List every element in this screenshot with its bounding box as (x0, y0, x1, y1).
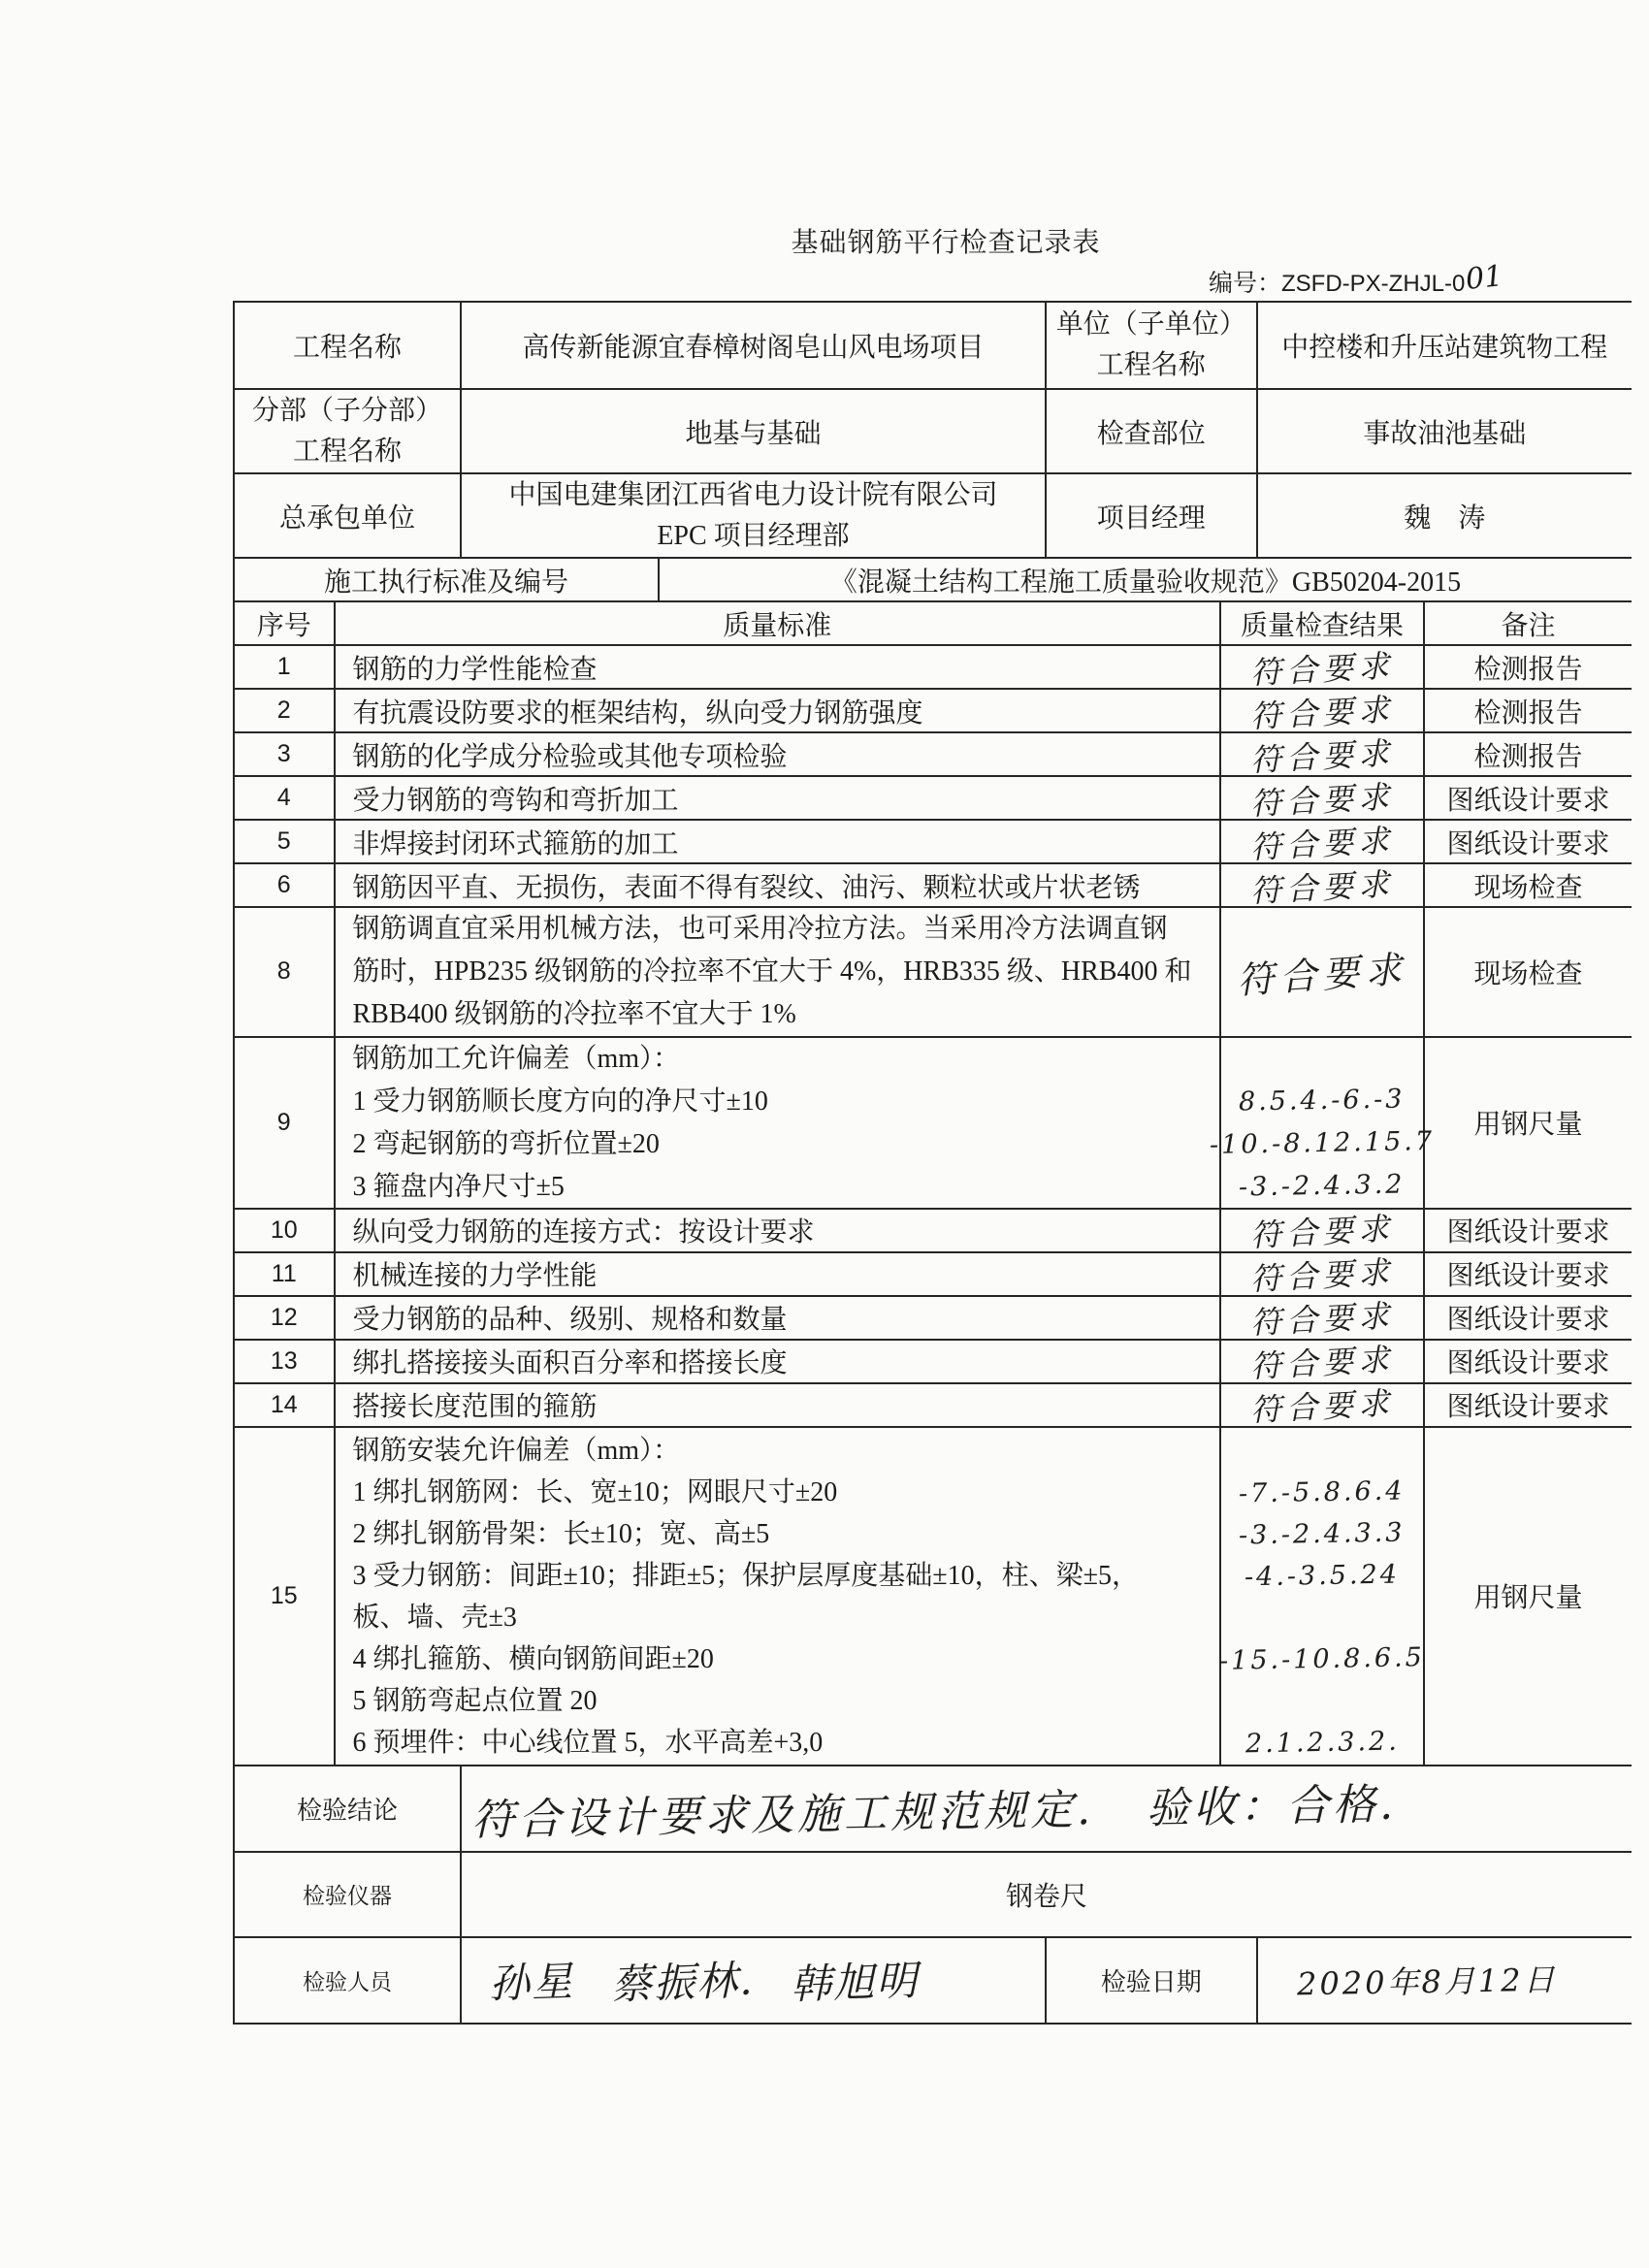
item-standard: 机械连接的力学性能 (336, 1253, 1222, 1297)
item-no: 3 (235, 733, 336, 777)
table-row (235, 1341, 1632, 1384)
contractor-value-line2: EPC 项目经理部 (657, 520, 850, 551)
document-title: 基础钢筋平行检查记录表 (791, 228, 1101, 258)
conclusion-label: 检验结论 (235, 1766, 462, 1853)
division-name-value: 地基与基础 (462, 390, 1047, 474)
item-result-handwritten: 符合要求 (1249, 1297, 1395, 1342)
item-standard (336, 1428, 1222, 1767)
division-name-label-line2: 工程名称 (292, 436, 402, 467)
item-result-handwritten: 符合要求 (1249, 1210, 1395, 1254)
contractor-label: 总承包单位 (235, 474, 462, 559)
item-result-line (1221, 1555, 1423, 1597)
item-result (1221, 1384, 1425, 1428)
item-result (1221, 777, 1425, 821)
item-standard (336, 1038, 1222, 1210)
division-row (235, 390, 1632, 474)
project-manager-label: 项目经理 (1047, 474, 1258, 559)
measured-values: -3.-2.4.3.3 (1239, 1517, 1406, 1550)
contractor-row (235, 474, 1632, 559)
item-standard-line: 钢筋加工允许偏差（mm）： (352, 1043, 681, 1074)
inspectors-row (235, 1938, 1632, 2025)
conclusion-row (235, 1766, 1632, 1853)
standard-value: 《混凝土结构工程施工质量验收规范》GB50204-2015 (660, 559, 1632, 602)
document-number-code: ZSFD-PX-ZHJL-0 (1281, 271, 1466, 297)
item-standard (336, 908, 1222, 1038)
item-standard: 搭接长度范围的箍筋 (336, 1384, 1222, 1428)
item-no: 9 (235, 1038, 336, 1210)
unit-name-label-line2: 工程名称 (1096, 350, 1206, 380)
table-row (235, 908, 1632, 1038)
table-row (235, 1297, 1632, 1341)
project-row (235, 303, 1632, 390)
table-row (235, 646, 1632, 690)
document-number-handwritten: 01 (1464, 259, 1505, 297)
table-row (235, 777, 1632, 821)
item-result (1218, 1428, 1426, 1767)
item-result-line-blank (1221, 1430, 1423, 1472)
item-result (1221, 733, 1425, 777)
project-name-value: 高传新能源宜春樟树阁皂山风电场项目 (462, 303, 1047, 390)
unit-name-label-line1: 单位（子单位） (1055, 309, 1246, 340)
inspector-signature: 蔡振林. (610, 1956, 756, 2009)
item-standard-line: 钢筋调直宜采用机械方法，也可采用冷拉方法。当采用冷方法调直钢 (352, 913, 1168, 944)
item-result (1221, 646, 1425, 690)
item-standard: 钢筋的化学成分检验或其他专项检验 (336, 733, 1222, 777)
measured-values: -10.-8.12.15.7 (1209, 1125, 1436, 1160)
item-standard-line: 1 受力钢筋顺长度方向的净尺寸±10 (352, 1085, 768, 1117)
item-no: 13 (235, 1341, 336, 1384)
item-no: 5 (235, 821, 336, 864)
item-remark: 图纸设计要求 (1425, 1341, 1632, 1384)
item-result (1221, 821, 1425, 864)
project-name-label: 工程名称 (235, 303, 462, 390)
item-no: 14 (235, 1384, 336, 1428)
item-remark: 图纸设计要求 (1425, 1297, 1632, 1341)
item-remark: 图纸设计要求 (1425, 1384, 1632, 1428)
item-result (1221, 1341, 1425, 1384)
inspectors-label: 检验人员 (235, 1938, 462, 2025)
item-standard-line: 钢筋安装允许偏差（mm）： (352, 1435, 681, 1466)
item-result (1221, 1210, 1425, 1253)
item-result (1221, 1253, 1425, 1297)
column-header-standard: 质量标准 (336, 602, 1222, 646)
item-result-line (1221, 1080, 1423, 1122)
item-result-handwritten: 符合要求 (1249, 777, 1395, 823)
item-result-line (1221, 1165, 1423, 1208)
item-remark: 用钢尺量 (1425, 1428, 1632, 1767)
item-remark: 现场检查 (1425, 908, 1632, 1038)
item-result-handwritten: 符合要求 (1249, 864, 1395, 910)
inspection-date-value (1258, 1938, 1633, 2025)
conclusion-value (462, 1766, 1632, 1853)
item-result (1221, 1297, 1425, 1341)
inspection-date-handwritten: 2020年8月12日 (1296, 1960, 1558, 2003)
item-standard: 绑扎搭接接头面积百分率和搭接长度 (336, 1341, 1222, 1384)
instrument-value: 钢卷尺 (462, 1853, 1632, 1939)
item-result-line-blank (1221, 1680, 1423, 1722)
item-remark: 图纸设计要求 (1425, 1253, 1632, 1297)
item-no: 2 (235, 690, 336, 733)
contractor-value (462, 474, 1047, 559)
item-standard: 有抗震设防要求的框架结构，纵向受力钢筋强度 (336, 690, 1222, 733)
item-no: 6 (235, 864, 336, 908)
item-result-handwritten: 符合要求 (1235, 948, 1409, 1003)
measured-values: -3.-2.4.3.2 (1238, 1169, 1406, 1202)
table-row (235, 690, 1632, 733)
item-standard: 钢筋因平直、无损伤，表面不得有裂纹、油污、颗粒状或片状老锈 (336, 864, 1222, 908)
measured-values: -7.-5.8.6.4 (1239, 1475, 1406, 1508)
table-row (235, 1210, 1632, 1253)
item-no: 11 (235, 1253, 336, 1297)
item-standard: 非焊接封闭环式箍筋的加工 (336, 821, 1222, 864)
item-result-line (1221, 1472, 1423, 1513)
standard-label: 施工执行标准及编号 (235, 559, 660, 602)
item-standard: 纵向受力钢筋的连接方式：按设计要求 (336, 1210, 1222, 1253)
item-result-handwritten: 符合要求 (1249, 733, 1395, 779)
item-result-line (1218, 1638, 1426, 1680)
item-standard: 受力钢筋的弯钩和弯折加工 (336, 777, 1222, 821)
item-standard-line: 5 钢筋弯起点位置 20 (352, 1685, 598, 1716)
measured-values: 2.1.2.3.2. (1245, 1726, 1400, 1759)
project-manager-value: 魏 涛 (1258, 474, 1633, 559)
item-remark: 图纸设计要求 (1425, 777, 1632, 821)
item-result (1221, 690, 1425, 733)
item-standard-line: 6 预埋件：中心线位置 5，水平高差+3,0 (352, 1727, 824, 1758)
measured-values: -15.-10.8.6.5 (1218, 1641, 1426, 1676)
inspection-part-value: 事故油池基础 (1258, 390, 1633, 474)
inspectors-signatures (462, 1938, 1047, 2025)
item-standard-line: 1 绑扎钢筋网：长、宽±10；网眼尺寸±20 (352, 1476, 838, 1507)
instrument-label: 检验仪器 (235, 1853, 462, 1939)
table-row (235, 1038, 1632, 1210)
item-standard-line: 3 箍盘内净尺寸±5 (352, 1171, 565, 1202)
item-no: 8 (235, 908, 336, 1038)
document-number (1209, 259, 1505, 299)
instrument-row (235, 1853, 1632, 1939)
inspection-date-label: 检验日期 (1047, 1938, 1258, 2025)
conclusion-handwritten: 符合设计要求及施工规范规定. 验收：合格. (470, 1779, 1398, 1846)
item-result (1209, 1038, 1436, 1210)
table-row (235, 821, 1632, 864)
inspector-signature: 韩旭明 (790, 1956, 921, 2009)
item-remark: 检测报告 (1425, 646, 1632, 690)
item-result-line (1209, 1122, 1436, 1165)
item-remark: 现场检查 (1425, 864, 1632, 908)
item-standard-line: 筋时，HPB235 级钢筋的冷拉率不宜大于 4%，HRB335 级、HRB400 和 (352, 956, 1192, 987)
item-result-handwritten: 符合要求 (1249, 1253, 1395, 1298)
item-standard-line: 板、墙、壳±3 (352, 1602, 517, 1633)
inspector-signature: 孙星 (488, 1957, 575, 2008)
standard-row (235, 559, 1632, 602)
column-header-row (235, 602, 1632, 646)
item-no: 10 (235, 1210, 336, 1253)
document-number-label: 编号： (1209, 271, 1282, 297)
column-header-no: 序号 (235, 602, 336, 646)
item-result (1221, 908, 1425, 1038)
inspection-part-label: 检查部位 (1047, 390, 1258, 474)
item-standard-line: 2 弯起钢筋的弯折位置±20 (352, 1128, 660, 1159)
item-remark: 用钢尺量 (1425, 1038, 1632, 1210)
item-standard: 受力钢筋的品种、级别、规格和数量 (336, 1297, 1222, 1341)
table-row (235, 1384, 1632, 1428)
item-result-line-blank (1221, 1038, 1423, 1080)
measured-values: 8.5.4.-6.-3 (1238, 1084, 1406, 1117)
item-no: 1 (235, 646, 336, 690)
item-remark: 检测报告 (1425, 690, 1632, 733)
table-row (235, 1253, 1632, 1297)
inspection-record-table (233, 301, 1632, 2025)
division-name-label-line1: 分部（子分部） (251, 395, 442, 426)
item-standard-line: 3 受力钢筋：间距±10；排距±5；保护层厚度基础±10，柱、梁±5， (352, 1560, 1139, 1591)
division-name-label (235, 390, 462, 474)
column-header-result: 质量检查结果 (1221, 602, 1425, 646)
table-row (235, 1428, 1632, 1767)
item-result-line (1221, 1722, 1423, 1764)
item-result-handwritten: 符合要求 (1249, 1341, 1395, 1385)
column-header-remark: 备注 (1425, 602, 1632, 646)
item-result-handwritten: 符合要求 (1249, 646, 1395, 692)
item-standard: 钢筋的力学性能检查 (336, 646, 1222, 690)
item-result (1221, 864, 1425, 908)
measured-values: -4.-3.5.24 (1244, 1559, 1401, 1592)
item-result-handwritten: 符合要求 (1249, 690, 1395, 735)
unit-name-value: 中控楼和升压站建筑物工程 (1258, 303, 1633, 390)
table-row (235, 733, 1632, 777)
item-standard-line: 4 绑扎箍筋、横向钢筋间距±20 (352, 1643, 714, 1674)
item-result-handwritten: 符合要求 (1249, 1384, 1395, 1429)
item-remark: 检测报告 (1425, 733, 1632, 777)
contractor-value-line1: 中国电建集团江西省电力设计院有限公司 (508, 479, 998, 510)
unit-name-label (1047, 303, 1258, 390)
table-row (235, 864, 1632, 908)
item-no: 15 (235, 1428, 336, 1767)
item-result-line-blank (1221, 1597, 1423, 1638)
item-remark: 图纸设计要求 (1425, 821, 1632, 864)
item-result-line (1221, 1513, 1423, 1555)
item-standard-line: RBB400 级钢筋的冷拉率不宜大于 1% (352, 998, 796, 1029)
item-no: 4 (235, 777, 336, 821)
item-result-handwritten: 符合要求 (1249, 821, 1395, 866)
item-standard-line: 2 绑扎钢筋骨架：长±10；宽、高±5 (352, 1518, 770, 1549)
item-no: 12 (235, 1297, 336, 1341)
item-remark: 图纸设计要求 (1425, 1210, 1632, 1253)
